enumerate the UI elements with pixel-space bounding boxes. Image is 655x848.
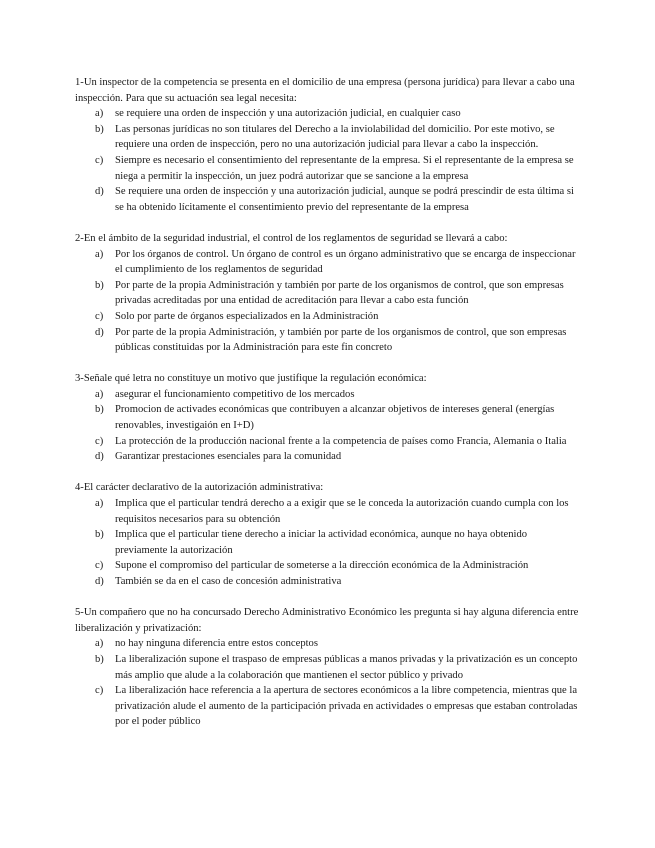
answer-option xyxy=(75,309,580,325)
answer-option xyxy=(75,247,580,278)
option-text: La protección de la producción nacional frente a la competencia de países como Francia, Alemania o Italia xyxy=(115,435,567,447)
option-letter: b) xyxy=(95,404,104,416)
answer-option xyxy=(75,652,580,683)
option-text: Supone el compromiso del particular de someterse a la dirección económica de la Administración xyxy=(115,560,529,572)
option-text: Promocion de activades económicas que contribuyen a alcanzar objetivos de intereses general (energías renovables, investigaión en I+D) xyxy=(115,404,555,432)
question-4 xyxy=(75,480,580,589)
answer-option xyxy=(75,683,580,730)
option-letter: c) xyxy=(95,685,104,697)
answer-option xyxy=(75,387,580,403)
answer-options xyxy=(75,247,580,356)
option-letter: a) xyxy=(95,108,104,120)
answer-options xyxy=(75,387,580,465)
option-text: Por parte de la propia Administración y también por parte de los organismos de control, que son empresas privadas acreditadas por una entidad de acreditación para llevar a cabo esta función xyxy=(115,279,564,307)
option-text: Por parte de la propia Administración, y también por parte de los organismos de control, que son empresas públicas constituidas por la Administración para este fin concreto xyxy=(115,326,567,354)
question-text: 4-El carácter declarativo de la autorización administrativa: xyxy=(75,482,324,494)
question-text: 1-Un inspector de la competencia se presenta en el domicilio de una empresa (persona jurídica) para llevar a cabo una inspección. Para que su actuación sea legal necesita: xyxy=(75,77,575,104)
option-text: Por los órganos de control. Un órgano de control es un órgano administrativo que se encarga de inspeccionar el cumplimiento de los reglamentos de seguridad xyxy=(115,248,576,276)
option-text: asegurar el funcionamiento competitivo de los mercados xyxy=(115,388,355,400)
question-2 xyxy=(75,231,580,356)
option-letter: c) xyxy=(95,435,104,447)
answer-option xyxy=(75,106,580,122)
answer-option xyxy=(75,449,580,465)
option-letter: c) xyxy=(95,560,104,572)
option-letter: d) xyxy=(95,186,104,198)
option-letter: c) xyxy=(95,310,104,322)
option-letter: a) xyxy=(95,498,104,510)
option-text: También se da en el caso de concesión administrativa xyxy=(115,576,342,587)
answer-option xyxy=(75,153,580,184)
answer-option xyxy=(75,434,580,450)
option-letter: c) xyxy=(95,154,104,166)
answer-option xyxy=(75,325,580,356)
answer-option xyxy=(75,527,580,558)
answer-option xyxy=(75,278,580,309)
option-letter: b) xyxy=(95,653,104,665)
option-letter: a) xyxy=(95,388,104,400)
option-text: Implica que el particular tendrá derecho a a exigir que se le conceda la autorización cuando cumpla con los requisitos necesarios para su obtención xyxy=(115,498,569,525)
answer-option xyxy=(75,122,580,153)
answer-option xyxy=(75,496,580,527)
option-text: Las personas jurídicas no son titulares del Derecho a la inviolabilidad del domicilio. Por este motivo, se requiere una orden de inspección, pero no una autorización judicial para llevar a cabo la inspección. xyxy=(115,123,555,151)
question-text: 3-Señale qué letra no constituye un motivo que justifique la regulación económica: xyxy=(75,373,427,385)
answer-option xyxy=(75,636,580,652)
option-text: La liberalización hace referencia a la apertura de sectores económicos a la libre competencia, mientras que la privatización alude el aumento de la participación privada en actividades o empresas que estaban controladas por el poder público xyxy=(115,685,578,728)
option-letter: d) xyxy=(95,326,104,338)
answer-option xyxy=(75,402,580,433)
question-text: 2-En el ámbito de la seguridad industrial, el control de los reglamentos de seguridad se llevará a cabo: xyxy=(75,232,508,244)
answer-option xyxy=(75,558,580,574)
option-text: Se requiere una orden de inspección y una autorización judicial, aunque se podrá prescindir de esta última si se ha obtenido lícitamente el consentimiento previo del representante de la empresa xyxy=(115,186,574,213)
option-text: se requiere una orden de inspección y una autorización judicial, en cualquier caso xyxy=(115,108,461,120)
answer-options xyxy=(75,636,580,730)
option-letter: b) xyxy=(95,529,104,541)
option-text: Siempre es necesario el consentimiento del representante de la empresa. Si el representante de la empresa se niega a permitir la inspección, un juez podrá autorizar que se sancione a la empresa xyxy=(115,154,574,182)
question-5 xyxy=(75,605,580,730)
option-text: Garantizar prestaciones esenciales para la comunidad xyxy=(115,451,342,463)
option-text: no hay ninguna diferencia entre estos conceptos xyxy=(115,638,318,650)
answer-options xyxy=(75,496,580,590)
question-1 xyxy=(75,75,580,215)
option-letter: d) xyxy=(95,576,104,587)
option-letter: a) xyxy=(95,638,104,650)
option-text: Implica que el particular tiene derecho a iniciar la actividad económica, aunque no haya obtenido previamente la autorización xyxy=(115,529,528,556)
option-text: Solo por parte de órganos especializados en la Administración xyxy=(115,310,379,322)
option-text: La liberalización supone el traspaso de empresas públicas a manos privadas y la privatización es un concepto más amplio que alude a la colaboración que mantienen el sector público y privado xyxy=(115,653,578,681)
answer-option xyxy=(75,184,580,215)
option-letter: d) xyxy=(95,451,104,463)
option-letter: a) xyxy=(95,248,104,260)
answer-option xyxy=(75,574,580,590)
option-letter: b) xyxy=(95,123,104,135)
question-3 xyxy=(75,371,580,465)
question-text: 5-Un compañero que no ha concursado Derecho Administrativo Económico les pregunta si hay alguna diferencia entre liberalización y privatización: xyxy=(75,607,579,634)
option-letter: b) xyxy=(95,279,104,291)
answer-options xyxy=(75,106,580,215)
